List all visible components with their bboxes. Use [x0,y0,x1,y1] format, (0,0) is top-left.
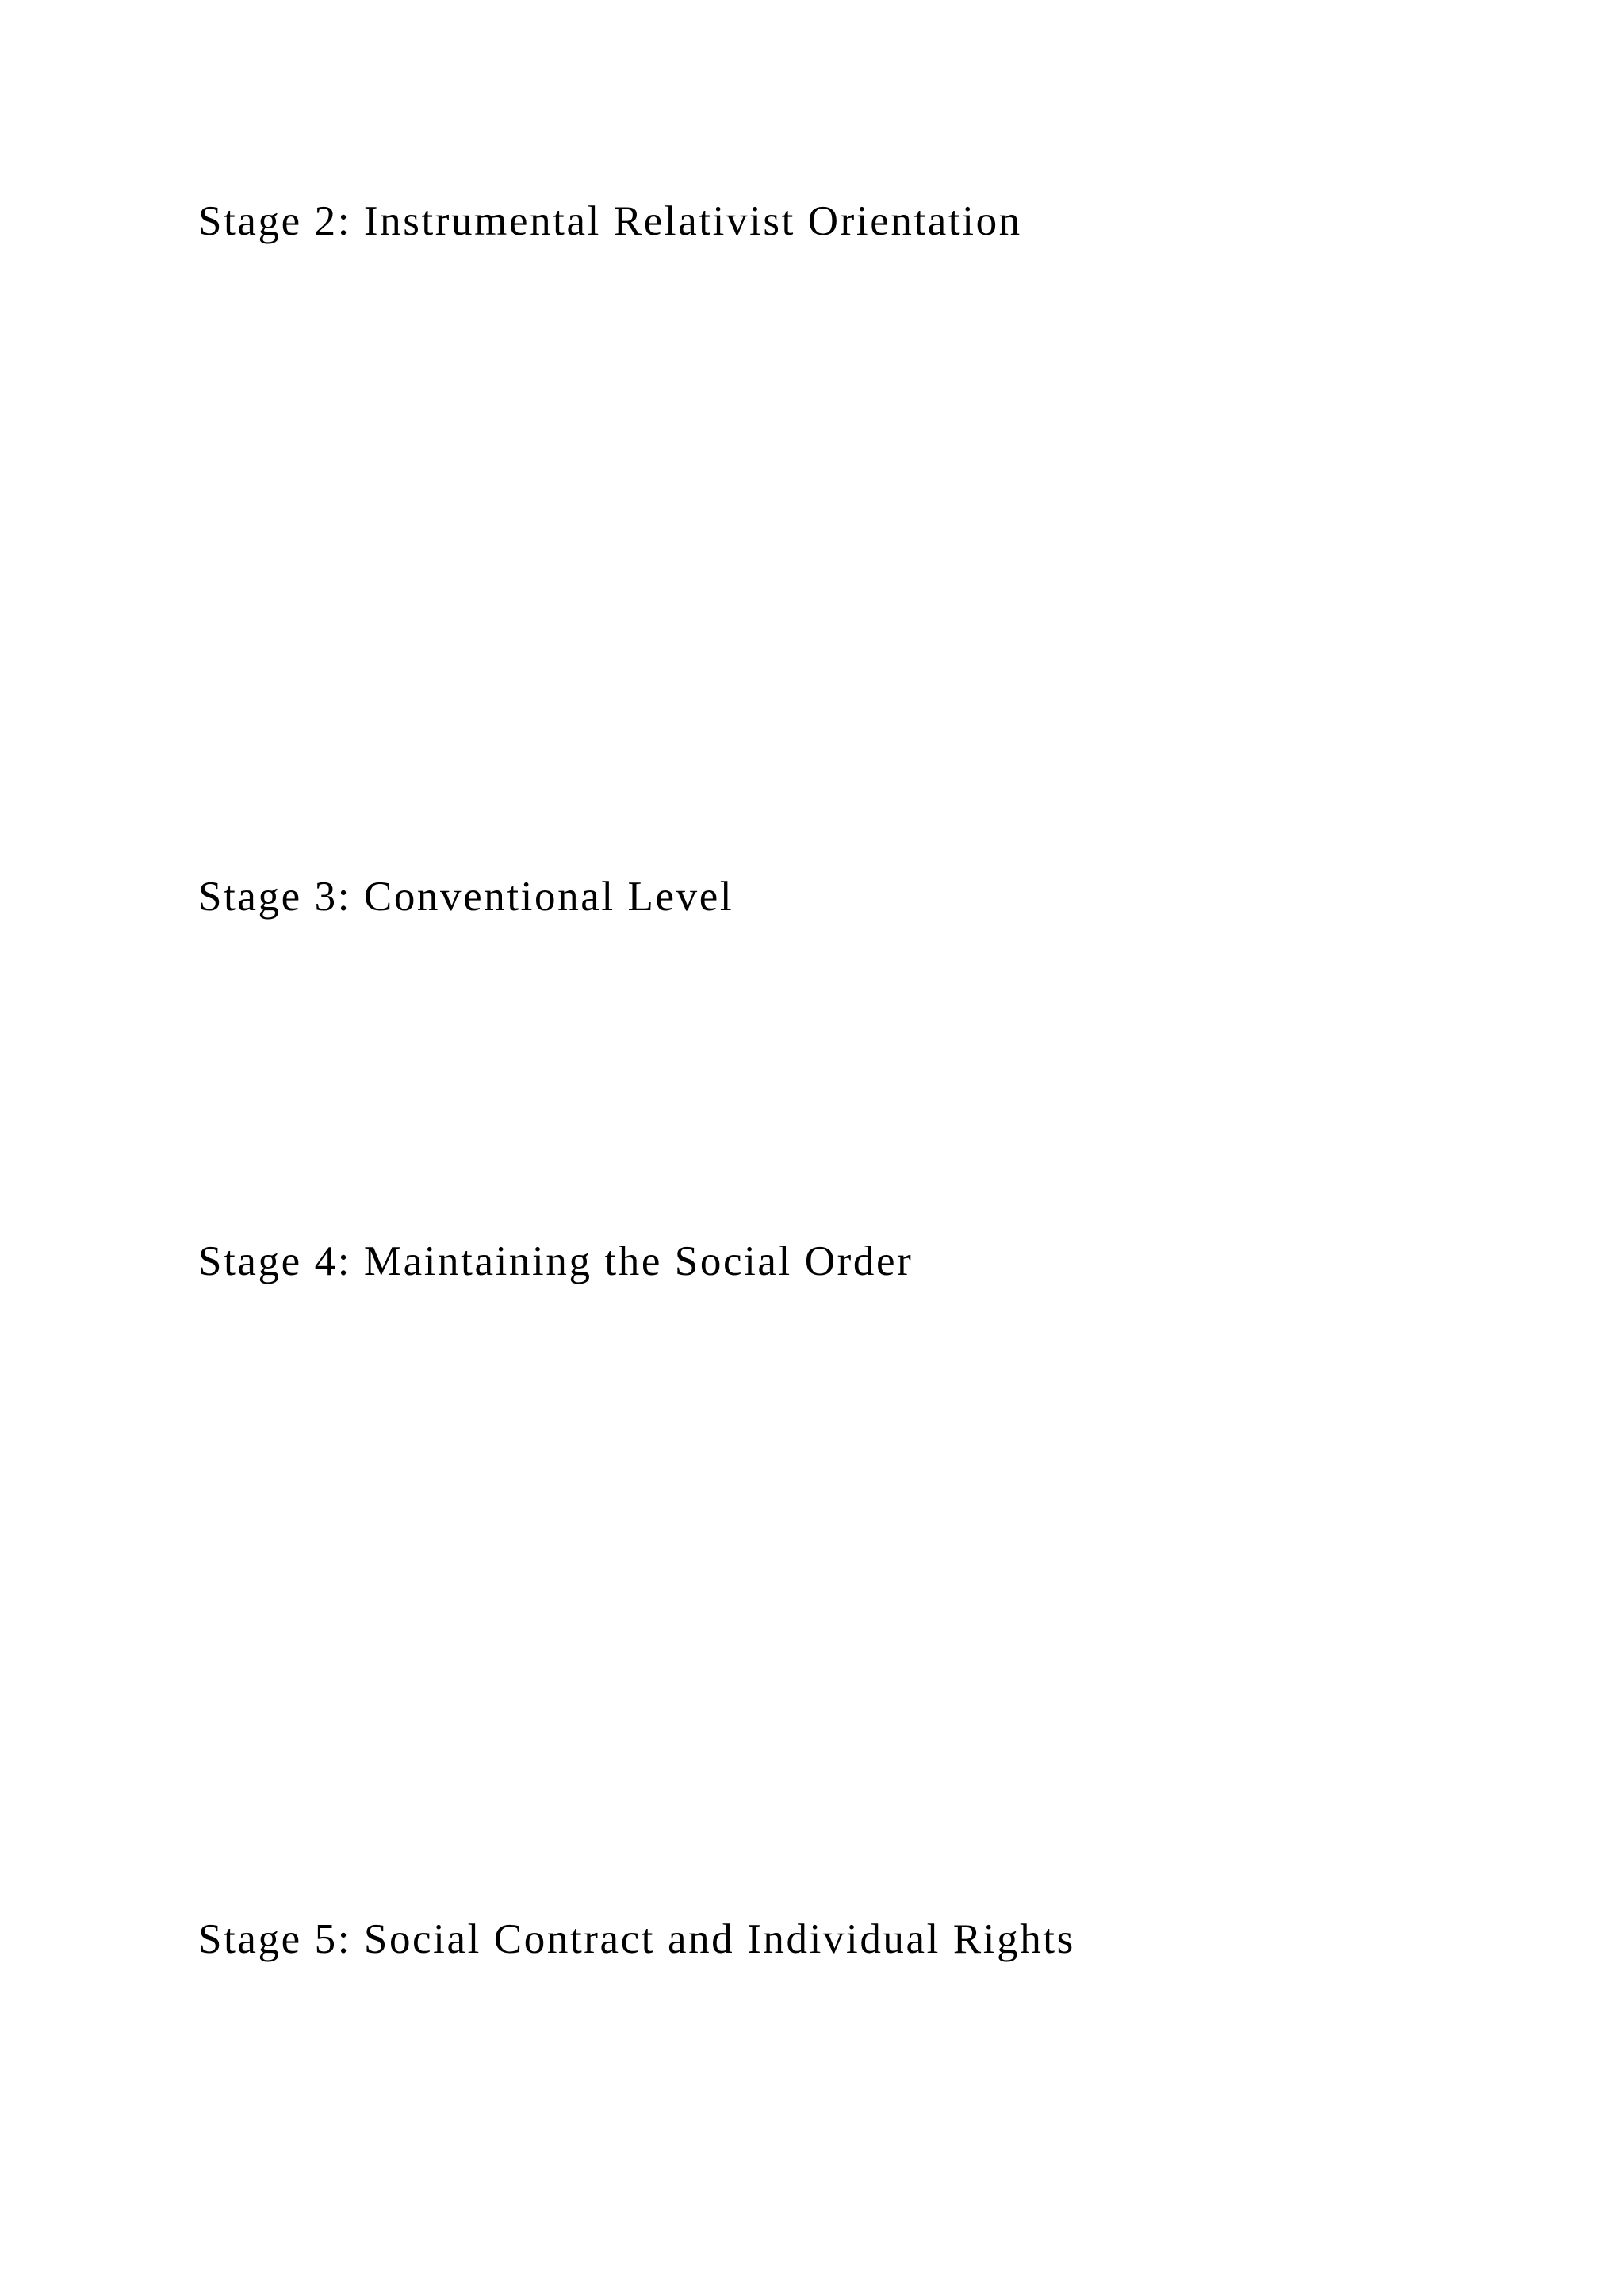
stage-3-heading: Stage 3: Conventional Level [198,874,734,920]
stage-2-heading: Stage 2: Instrumental Relativist Orientation [198,198,1022,244]
stage-4-heading: Stage 4: Maintaining the Social Order [198,1238,914,1284]
stage-5-heading: Stage 5: Social Contract and Individual Rights [198,1916,1075,1962]
